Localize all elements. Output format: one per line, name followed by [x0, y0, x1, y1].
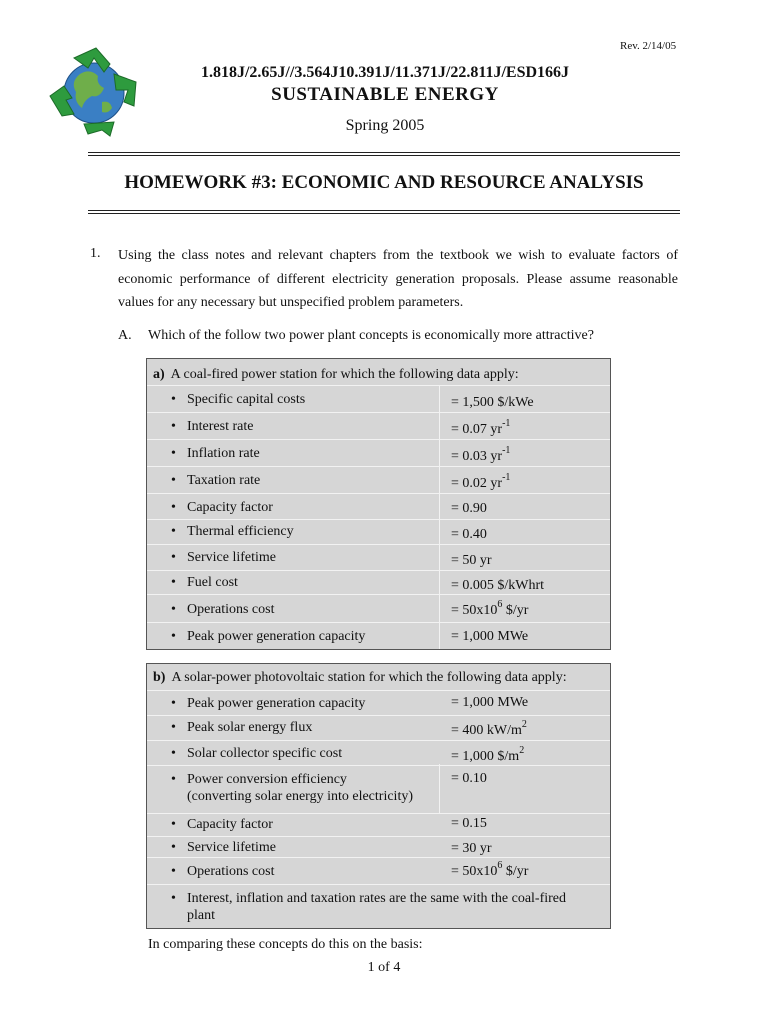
item-label: • Specific capital costs: [171, 392, 306, 407]
table-row: [147, 813, 610, 837]
item-label: • Service lifetime: [171, 840, 277, 855]
item-label: • Peak solar energy flux: [171, 720, 313, 735]
table-row: [147, 622, 610, 650]
top-rule: [88, 152, 680, 153]
comparison-instruction: In comparing these concepts do this on the basis:: [148, 937, 423, 952]
item-label: • Inflation rate: [171, 446, 260, 461]
item-label: • Peak power generation capacity: [171, 629, 366, 644]
item-value: = 0.40: [451, 527, 487, 542]
part-a-letter: A.: [118, 328, 132, 343]
item-label: • Service lifetime: [171, 550, 277, 565]
table-row: [147, 884, 610, 929]
item-label: • Peak power generation capacity: [171, 696, 366, 711]
item-value: = 400 $kW/m^2$: [451, 719, 527, 738]
question-number: 1.: [90, 246, 101, 261]
item-value: = 0.10: [451, 771, 487, 786]
item-label: • Fuel cost: [171, 575, 238, 590]
bottom-rule: [88, 213, 680, 214]
table-row: [147, 412, 610, 440]
item-value: = 1,500 $/kWe: [451, 395, 534, 410]
table-row: [147, 439, 610, 467]
item-label: • Interest, inflation and taxation rates are the same with the coal-fired plant: [171, 891, 567, 923]
top-rule-thin: [88, 155, 680, 156]
coal-box-letter: a): [153, 367, 165, 382]
item-value: = 1,000 MWe: [451, 695, 529, 710]
item-value: = 1,000 MWe: [451, 629, 529, 644]
table-row: [147, 466, 610, 494]
item-value: = 50 yr: [451, 553, 492, 568]
table-row: [147, 836, 610, 858]
item-value: = 1,000 $\$/m^2$: [451, 745, 525, 764]
item-value: = 0.005 $/kWhrt: [451, 578, 545, 593]
table-row: [147, 715, 610, 741]
table-row: [147, 740, 610, 766]
bottom-rule-thin: [88, 210, 680, 211]
coal-box-heading-text: A coal-fired power station for which the following data apply:: [170, 367, 519, 382]
item-label: • Power conversion efficiency (converting solar energy into electricity): [171, 772, 413, 804]
item-value: = $50x10^6$ $/yr: [451, 860, 529, 879]
item-label: • Operations cost: [171, 864, 275, 879]
course-title: SUSTAINABLE ENERGY: [271, 84, 499, 105]
item-label: • Capacity factor: [171, 500, 273, 515]
item-label: • Taxation rate: [171, 473, 261, 488]
item-value: = 0.07 $yr^{-1}$: [451, 418, 511, 437]
question-text: Using the class notes and relevant chapters from the textbook we wish to evaluate factors of economic performance of different electricity generation proposals. Please assume reasonable values for any necessary but unspecified problem parameters.: [118, 248, 678, 310]
revision-date: Rev. 2/14/05: [620, 40, 677, 52]
item-value: = 0.90: [451, 501, 487, 516]
item-value: = 0.15: [451, 816, 487, 831]
table-row: [147, 857, 610, 885]
item-value: = 0.03 $yr^{-1}$: [451, 445, 511, 464]
table-row: [147, 493, 610, 520]
item-label: • Solar collector specific cost: [171, 746, 343, 761]
table-row: [147, 570, 610, 595]
table-row: [147, 690, 610, 716]
item-label: • Operations cost: [171, 602, 275, 617]
homework-title: HOMEWORK #3: ECONOMIC AND RESOURCE ANALYSIS: [124, 172, 644, 193]
coal-plant-box: [146, 358, 611, 650]
item-value: = $50x10^6$ $/yr: [451, 599, 529, 618]
table-row: [147, 519, 610, 545]
item-value: = 30 yr: [451, 841, 492, 856]
part-a-question: Which of the follow two power plant concepts is economically more attractive?: [148, 328, 594, 343]
table-row: [147, 594, 610, 623]
table-row: [147, 385, 610, 413]
table-row: [147, 765, 610, 814]
coal-box-heading: [153, 367, 519, 383]
solar-plant-box: [146, 663, 611, 929]
term: Spring 2005: [345, 117, 425, 134]
solar-box-letter: b): [153, 670, 166, 685]
table-row: [147, 544, 610, 571]
item-label: • Interest rate: [171, 419, 254, 434]
item-label: • Thermal efficiency: [171, 524, 294, 539]
page-number: 1 of 4: [367, 960, 401, 975]
solar-box-heading: [153, 670, 567, 686]
item-label: • Capacity factor: [171, 817, 273, 832]
solar-box-heading-text: A solar-power photovoltaic station for which the following data apply:: [171, 670, 567, 685]
course-numbers: 1.818J/2.65J//3.564J10.391J/11.371J/22.811J/ESD166J: [200, 64, 570, 81]
item-value: = 0.02 $yr^{-1}$: [451, 472, 511, 491]
recycle-globe-logo: [44, 44, 144, 140]
